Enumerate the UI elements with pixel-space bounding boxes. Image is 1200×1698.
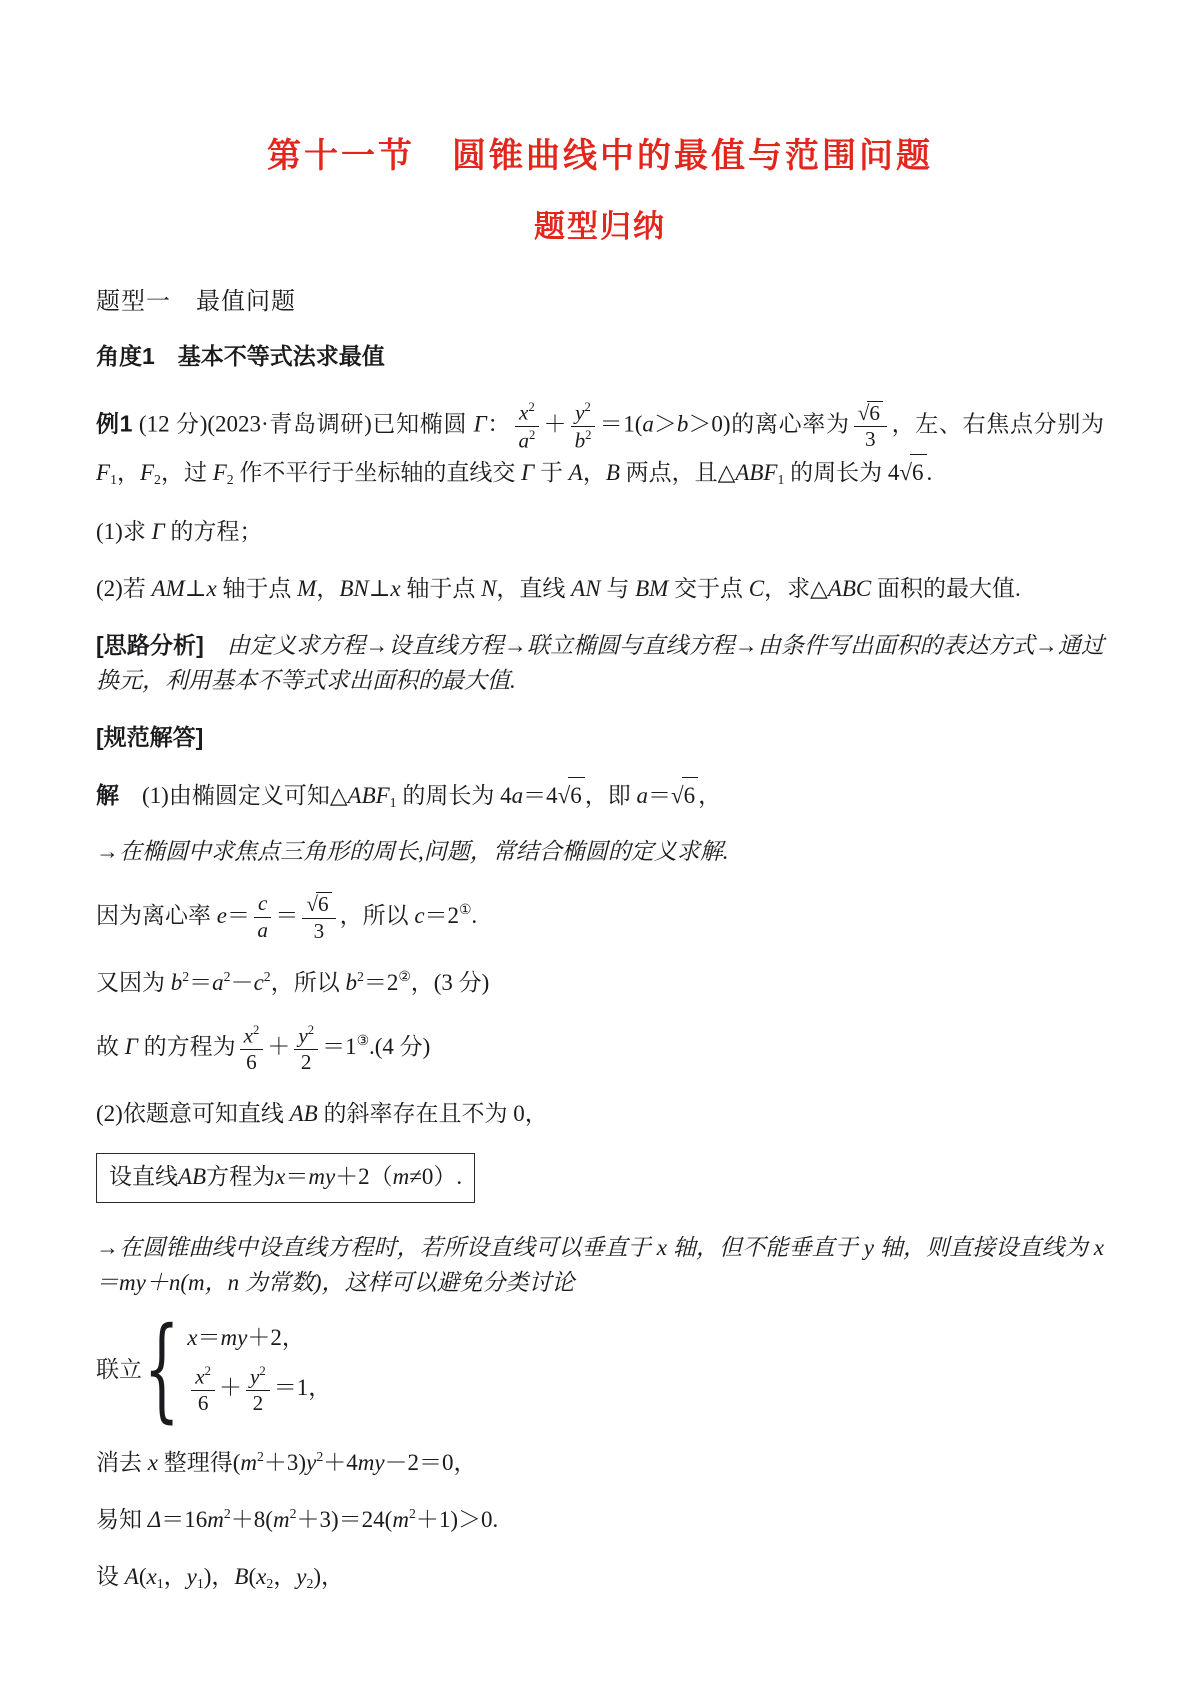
text-run: ＝	[226, 902, 250, 928]
math-variable: Δ	[147, 1506, 162, 1532]
text-run: 交于点	[668, 575, 749, 601]
note-text: ＋	[145, 1270, 169, 1296]
fraction-numerator	[246, 1364, 270, 1391]
radical-sign-icon: √	[857, 400, 870, 425]
math-variable: F	[212, 459, 227, 485]
math-variable: x	[1093, 1234, 1105, 1260]
text-run: ，所以	[270, 970, 346, 996]
text-run: ，过	[160, 459, 213, 485]
superscript: 2	[585, 427, 592, 442]
fraction	[246, 1364, 270, 1416]
radical	[306, 892, 331, 917]
math-variable: m	[240, 1450, 258, 1476]
math-variable: x	[147, 1450, 158, 1476]
text-run: (	[248, 1563, 257, 1589]
math-variable: y	[250, 1364, 260, 1388]
fraction-numerator	[515, 400, 539, 427]
bold-label: [思路分析]	[96, 631, 204, 658]
bold-label: 角度1 基本不等式法求最值	[96, 343, 385, 370]
text-run: ＝	[275, 902, 299, 928]
text-run: 的斜率存在且不为 0，	[317, 1101, 548, 1127]
fraction	[854, 401, 887, 452]
system-row	[187, 1363, 331, 1417]
math-variable: y	[298, 1023, 308, 1048]
text-run: 轴于点	[216, 575, 298, 601]
math-variable: x	[187, 1324, 198, 1350]
math-variable: M	[297, 575, 317, 601]
text-run: ＝	[197, 1324, 221, 1350]
text-run: ⊥	[368, 575, 391, 601]
text-run: ＋2，	[247, 1324, 305, 1350]
radical-sign-icon: √	[306, 891, 318, 916]
radicand: 6	[910, 454, 927, 491]
fraction-denominator	[253, 1391, 264, 1416]
math-variable: AB	[178, 1164, 207, 1190]
subscript: 1	[777, 471, 785, 487]
math-variable: B	[234, 1563, 249, 1589]
fraction-denominator	[575, 427, 592, 453]
math-variable: my	[357, 1450, 385, 1476]
text-run: ＋4	[323, 1450, 358, 1476]
subscript: 2	[226, 471, 234, 487]
math-variable: b	[170, 970, 183, 996]
fraction-denominator	[301, 1050, 312, 1075]
fraction	[571, 400, 595, 453]
math-variable: ABC	[827, 575, 872, 601]
fraction-numerator	[294, 1023, 318, 1050]
fraction	[294, 1023, 318, 1075]
text-run: ＝2	[424, 902, 460, 928]
text-run: 方程为	[206, 1164, 276, 1190]
math-variable: c	[414, 902, 425, 928]
example-stem	[96, 399, 1104, 491]
superscript: 2	[316, 1449, 324, 1465]
text-run: －2＝0，	[384, 1450, 477, 1476]
note-text: →在圆锥曲线中设直线方程时，若所设直线可以垂直于	[96, 1234, 657, 1260]
angle-heading	[96, 339, 1104, 375]
superscript: 2	[528, 399, 535, 414]
superscript: 2	[289, 1505, 297, 1521]
text-run: ＋	[542, 411, 568, 437]
math-variable: x	[243, 1023, 253, 1048]
margin-note-line-setup	[96, 1230, 1104, 1301]
bold-label: [规范解答]	[96, 723, 204, 750]
fraction	[254, 892, 271, 942]
math-variable: y	[575, 400, 585, 425]
gamma-equation-step	[96, 1022, 1104, 1076]
superscript: 2	[223, 969, 231, 985]
fraction-denominator	[246, 1050, 257, 1075]
radical	[558, 777, 585, 814]
text-run: ，	[582, 459, 606, 485]
math-variable: B	[605, 459, 620, 485]
superscript: 2	[259, 1363, 266, 1378]
math-variable: m	[392, 1506, 409, 1532]
text-run: ＞	[653, 411, 677, 437]
text-run: (	[138, 1563, 147, 1589]
text-run: 面积的最大值.	[871, 575, 1021, 601]
text-run: 6	[197, 1390, 209, 1415]
text-run: ，直线	[496, 575, 572, 601]
subscript: 1	[156, 1575, 164, 1591]
math-variable: c	[257, 891, 268, 916]
fraction-numerator	[302, 892, 335, 919]
math-variable: m	[272, 1506, 290, 1532]
text-run: 2	[252, 1390, 264, 1415]
text-run: 6	[246, 1049, 257, 1074]
margin-note-ellipse	[96, 834, 1104, 870]
math-variable: x	[656, 1234, 668, 1260]
superscript: ②	[398, 969, 411, 985]
radicand: 6	[867, 401, 883, 426]
math-variable: F	[96, 459, 111, 485]
analysis-note	[96, 628, 1104, 699]
radicand: 6	[568, 777, 585, 814]
note-text: ，	[204, 1270, 228, 1296]
text-run: .(4 分)	[368, 1033, 431, 1059]
fraction-numerator	[854, 401, 887, 428]
math-variable: b	[345, 970, 357, 996]
math-variable: y	[186, 1563, 197, 1589]
superscript: 2	[408, 1505, 416, 1521]
note-text: 轴，但不能垂直于	[667, 1234, 864, 1260]
note-text: 由定义求方程→设直线方程→联立椭圆与直线方程→由条件写出面积的表达方式→通过换元，利用基本不等式求出面积的最大值.	[96, 632, 1105, 694]
text-run: )，	[203, 1563, 235, 1589]
radical	[899, 454, 926, 491]
math-variable: x	[146, 1563, 157, 1589]
fraction-numerator	[240, 1023, 264, 1050]
subscript: 1	[110, 471, 117, 487]
math-variable: b	[574, 428, 586, 453]
fraction-denominator	[257, 918, 268, 943]
text-run: ，即	[584, 782, 637, 808]
math-variable: n	[227, 1270, 240, 1296]
fraction	[515, 400, 539, 453]
subscript: 2	[266, 1575, 274, 1591]
text-run: 与	[600, 575, 636, 601]
fraction-numerator	[571, 400, 595, 427]
text-run: ＋1)＞0.	[415, 1506, 499, 1532]
text-run: .	[471, 902, 478, 928]
text-run: ＝1(	[598, 411, 643, 437]
math-variable: Γ	[521, 459, 535, 485]
text-run: ，左、右焦点分别为	[890, 411, 1105, 437]
subscript: 2	[154, 471, 161, 487]
text-run: 因为离心率	[96, 902, 217, 928]
superscript: 2	[584, 399, 591, 414]
superscript: 2	[263, 969, 271, 985]
note-text: (	[180, 1270, 188, 1296]
document-body	[96, 284, 1104, 1594]
math-variable: BM	[635, 575, 669, 601]
superscript: 2	[182, 969, 190, 985]
math-variable: x	[519, 400, 529, 425]
page-header	[96, 128, 1104, 246]
subscript: 1	[196, 1575, 204, 1591]
radical-sign-icon: √	[557, 782, 571, 808]
text-run: ，所以	[339, 902, 415, 928]
system-label: 联立	[96, 1356, 142, 1382]
text-run: (2)若	[96, 575, 152, 601]
superscript: ③	[356, 1032, 369, 1048]
fraction-numerator	[191, 1364, 215, 1391]
text-run: ＞0)的离心率为	[688, 411, 850, 437]
system-rows	[185, 1323, 331, 1417]
math-variable: C	[748, 575, 765, 601]
text-run: ，	[163, 1563, 187, 1589]
text-run: (12 分)(2023·青岛调研)已知椭圆	[132, 411, 474, 437]
text-run: (2)依题意可知直线	[96, 1101, 290, 1127]
system-row	[187, 1323, 331, 1353]
text-run: (1)由椭圆定义可知△	[119, 782, 348, 808]
superscript: ①	[459, 901, 472, 917]
text-run: ，(3 分)	[410, 970, 490, 996]
text-run: ，求△	[764, 575, 828, 601]
math-variable: A	[568, 459, 583, 485]
fraction-denominator	[518, 427, 535, 453]
text-run: 3	[865, 427, 876, 452]
eliminate-x-step	[96, 1445, 1104, 1481]
math-variable: a	[257, 918, 268, 943]
subscript: 1	[389, 794, 397, 810]
text-run: －	[230, 970, 254, 996]
radical	[671, 777, 698, 814]
math-variable: m	[207, 1506, 224, 1532]
text-run: ＋3)＝24(	[296, 1506, 393, 1532]
math-variable: a	[511, 782, 524, 808]
system-of-equations	[96, 1304, 1104, 1435]
math-variable: A	[124, 1563, 139, 1589]
text-run: ，	[273, 1563, 297, 1589]
text-run: 的周长为 4	[784, 459, 900, 485]
text-run: ＋3)	[263, 1450, 307, 1476]
subscript: 2	[306, 1575, 314, 1591]
text-run: ＋	[219, 1374, 242, 1400]
superscript: 2	[204, 1363, 211, 1378]
text-run: 设直线	[109, 1164, 178, 1190]
boxed-line-setup-wrap	[96, 1153, 1104, 1203]
fraction	[240, 1023, 264, 1075]
superscript: 2	[257, 1449, 264, 1465]
radicand: 6	[682, 777, 699, 814]
text-run: 故	[96, 1033, 125, 1059]
solution-step-2	[96, 1096, 1104, 1132]
chapter-title: 第十一节 圆锥曲线中的最值与范围问题	[267, 138, 933, 175]
math-variable: a	[642, 411, 654, 437]
math-variable: AN	[571, 575, 601, 601]
text-run: 题型一 最值问题	[96, 289, 296, 315]
math-variable: x	[275, 1164, 286, 1190]
b-squared-step	[96, 965, 1104, 1001]
bold-label: 例1	[96, 410, 133, 437]
math-variable: my	[308, 1164, 336, 1190]
math-variable: x	[256, 1563, 267, 1589]
text-run: ，	[116, 459, 140, 485]
note-text: ＝	[96, 1270, 119, 1296]
text-run: ＝	[285, 1164, 309, 1190]
text-run: ＝	[189, 970, 213, 996]
math-variable: x	[390, 575, 401, 601]
text-run: ＋2（	[335, 1164, 393, 1190]
text-run: ，	[698, 782, 722, 808]
math-variable: F	[139, 459, 155, 485]
text-run: 设	[96, 1563, 125, 1589]
text-run: .	[926, 459, 933, 485]
text-run: ≠0）.	[409, 1164, 463, 1190]
note-text: 轴，则直接设直线为	[873, 1234, 1094, 1260]
math-variable: a	[212, 970, 224, 996]
eccentricity-step	[96, 891, 1104, 944]
text-run: ＝1	[322, 1033, 357, 1059]
text-run: ，	[316, 575, 340, 601]
math-variable: b	[676, 411, 689, 437]
text-run: ⊥	[184, 575, 207, 601]
math-variable: Γ	[473, 411, 487, 437]
math-variable: x	[195, 1364, 205, 1388]
math-variable: x	[206, 575, 217, 601]
note-text: →在椭圆中求焦点三角形的周长,问题，常结合椭圆的定义求解.	[96, 839, 729, 865]
superscript: 2	[356, 969, 364, 985]
math-variable: m	[188, 1270, 205, 1296]
math-variable: AB	[289, 1101, 318, 1127]
bold-label: 解	[96, 781, 119, 808]
text-run: ＋8(	[230, 1506, 273, 1532]
text-run: (1)求	[96, 519, 152, 545]
superscript: 2	[223, 1505, 231, 1521]
radical	[858, 401, 883, 426]
text-run: )，	[313, 1563, 345, 1589]
left-brace-icon: {	[143, 1304, 180, 1435]
section-subtitle: 题型归纳	[534, 209, 666, 244]
text-run: 轴于点	[400, 575, 482, 601]
math-variable: y	[296, 1563, 307, 1589]
text-run: 整理得(	[157, 1450, 241, 1476]
math-variable: my	[220, 1324, 248, 1350]
math-variable: m	[392, 1164, 410, 1190]
text-run: ＋	[267, 1033, 291, 1059]
math-variable: my	[119, 1270, 146, 1296]
fraction-numerator	[254, 892, 271, 918]
text-run: 易知	[96, 1506, 148, 1532]
note-text: 为常数)，这样可以避免分类讨论	[239, 1270, 575, 1296]
text-run: ：	[486, 411, 512, 437]
text-run: 又因为	[96, 970, 171, 996]
discriminant-step	[96, 1502, 1104, 1538]
fraction-denominator	[314, 919, 325, 944]
math-variable: N	[481, 575, 497, 601]
math-variable: y	[863, 1234, 874, 1260]
text-run: 的方程为	[137, 1033, 236, 1059]
math-variable: Γ	[124, 1033, 138, 1059]
text-run: 两点，且△	[619, 459, 736, 485]
text-run: ＝1，	[273, 1374, 332, 1400]
text-run: 的方程；	[164, 519, 263, 545]
math-variable: c	[253, 970, 264, 996]
radicand: 6	[316, 892, 332, 917]
superscript: 2	[252, 1022, 260, 1037]
text-run: 于	[534, 459, 569, 485]
math-variable: e	[216, 902, 227, 928]
math-variable: n	[168, 1270, 181, 1296]
text-run: 2	[300, 1049, 312, 1074]
math-variable: ABF	[735, 459, 778, 485]
text-run: 3	[313, 918, 325, 943]
fraction-denominator	[198, 1391, 209, 1416]
text-run: ＝2	[363, 970, 399, 996]
topic-heading	[96, 284, 1104, 321]
superscript: 2	[307, 1022, 315, 1037]
math-variable: a	[636, 782, 648, 808]
text-run: 的周长为 4	[396, 782, 512, 808]
math-variable: ABF	[347, 782, 390, 808]
text-run: ＝	[647, 782, 671, 808]
radical-sign-icon: √	[670, 782, 684, 808]
standard-answer-label	[96, 720, 1104, 756]
text-run: ＝4	[523, 782, 558, 808]
fraction	[191, 1364, 215, 1416]
math-variable: a	[518, 428, 530, 453]
superscript: 2	[529, 427, 536, 442]
math-variable: y	[306, 1450, 317, 1476]
math-variable: Γ	[151, 519, 165, 545]
question-1	[96, 514, 1104, 550]
text-run: 消去	[96, 1450, 148, 1476]
solution-step-1	[96, 777, 1104, 814]
boxed-line-setup	[96, 1153, 475, 1203]
radical-sign-icon: √	[899, 459, 913, 485]
text-run: ＝16	[161, 1506, 208, 1532]
question-2	[96, 571, 1104, 607]
fraction-denominator	[865, 427, 876, 452]
math-variable: BN	[339, 575, 369, 601]
math-variable: AM	[151, 575, 185, 601]
text-run: 作不平行于坐标轴的直线交	[233, 459, 522, 485]
set-points-step	[96, 1559, 1104, 1595]
fraction	[302, 892, 335, 943]
